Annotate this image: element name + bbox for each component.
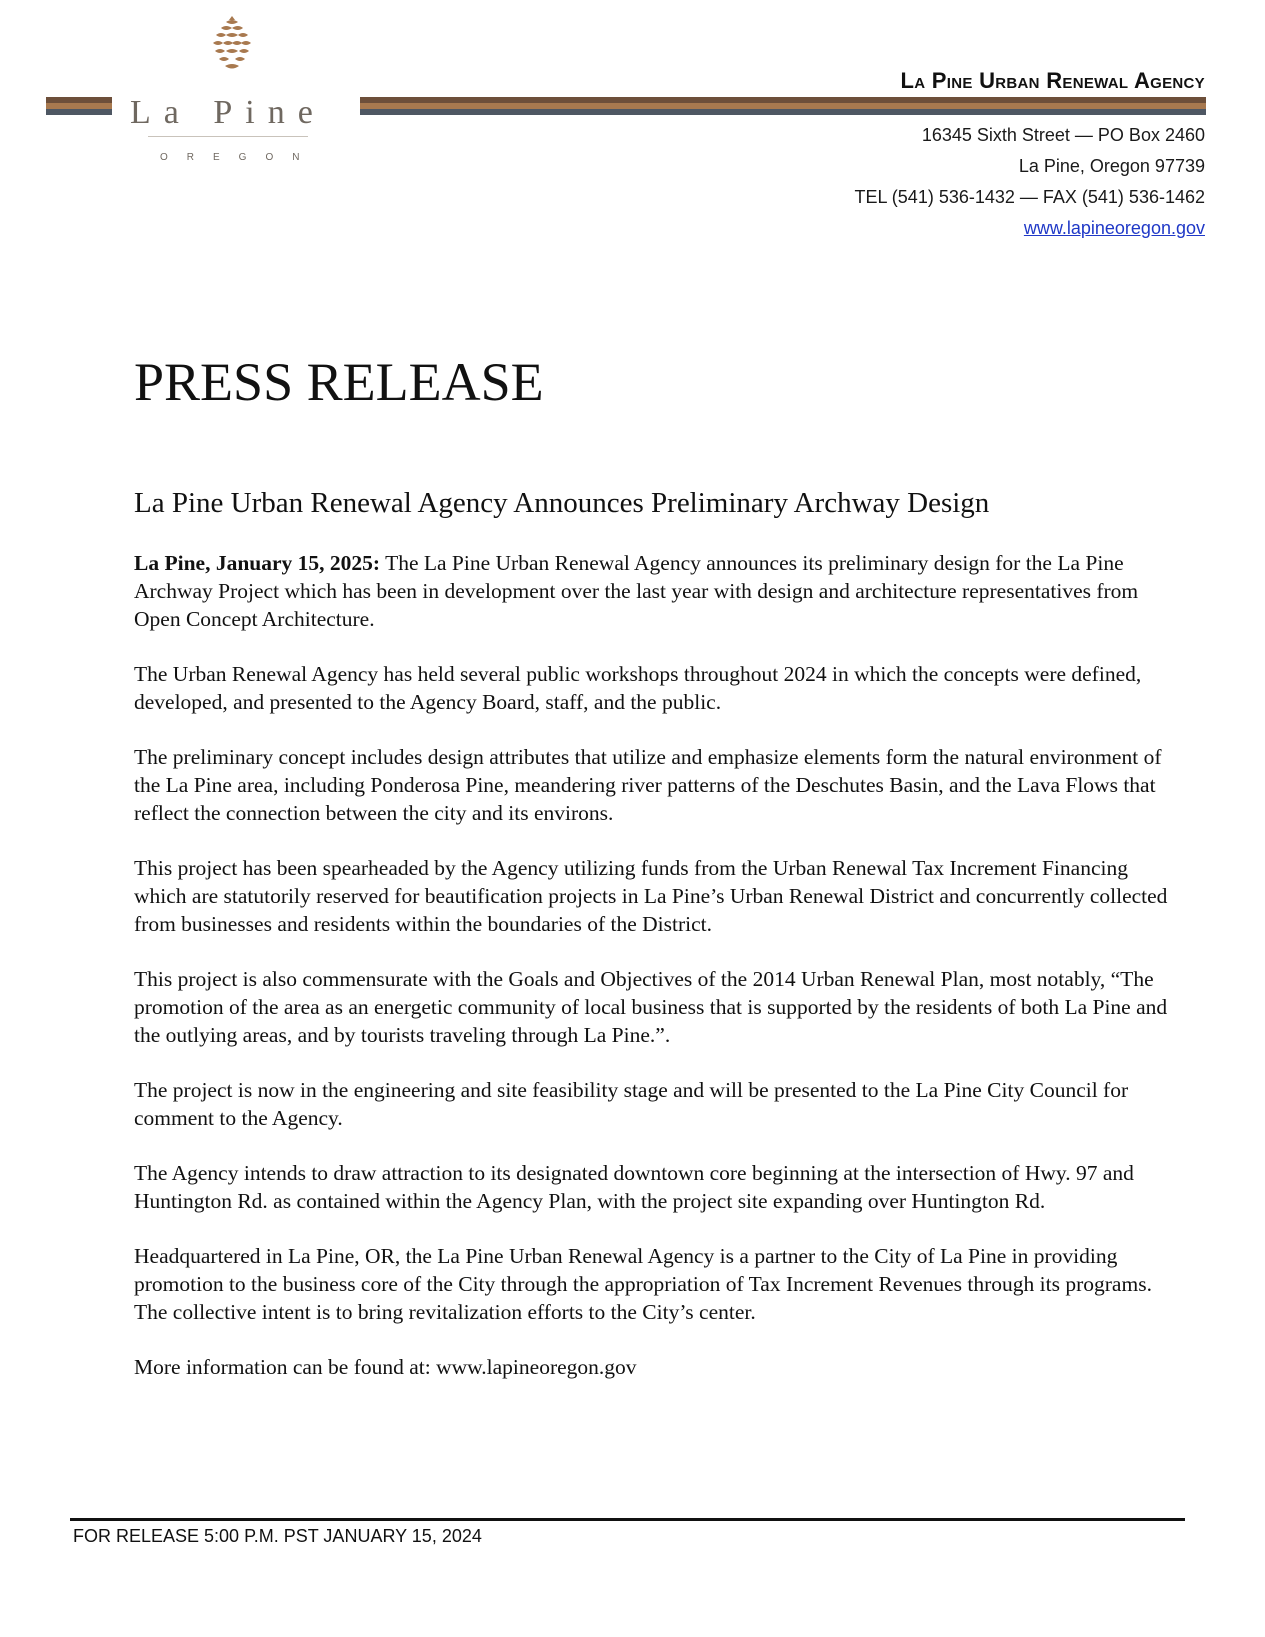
more-info-paragraph: More information can be found at: www.lapineoregon.gov xyxy=(134,1355,637,1379)
address-line-2: La Pine, Oregon 97739 xyxy=(1018,156,1205,176)
dateline: La Pine, January 15, 2025: xyxy=(134,551,381,575)
body-paragraph: The Agency intends to draw attraction to its designated downtown core beginning at the intersection of Hwy. 97 and Huntington Rd. as contained within the Agency Plan, with the project site expanding over Huntington Rd. xyxy=(134,1161,1134,1213)
lead-text: The La Pine Urban Renewal Agency announces its preliminary design for the La Pine Archway Project which has been in development over the last year with design and architecture representatives from Open Concept Architecture. xyxy=(134,551,1139,631)
la-pine-logo xyxy=(108,12,354,172)
body-paragraph: Headquartered in La Pine, OR, the La Pine Urban Renewal Agency is a partner to the City of La Pine in providing promotion to the business core of the City through the appropriation of Tax Increment Revenues through its programs. The collective intent is to bring revitalization efforts to the City’s center. xyxy=(134,1244,1152,1324)
lead-paragraph xyxy=(134,549,1179,633)
logo-wordmark: La Pine xyxy=(130,94,326,131)
pinecone-icon xyxy=(204,14,260,76)
release-body xyxy=(134,549,1179,1408)
footer-divider xyxy=(70,1518,1185,1521)
body-paragraph: The preliminary concept includes design attributes that utilize and emphasize elements form the natural environment of the La Pine area, including Ponderosa Pine, meandering river patterns of the Deschutes Basin, and the Lava Flows that reflect the connection between the city and its environs. xyxy=(134,745,1162,825)
body-paragraph: This project is also commensurate with the Goals and Objectives of the 2014 Urban Renewal Plan, most notably, “The promotion of the area as an energetic community of local business that is supported by the residents of both La Pine and the outlying areas, and by tourists traveling through La Pine.”. xyxy=(134,967,1168,1047)
logo-subtitle: OREGON xyxy=(160,152,319,163)
release-note: FOR RELEASE 5:00 P.M. PST JANUARY 15, 2024 xyxy=(73,1526,482,1546)
body-paragraph: The Urban Renewal Agency has held several public workshops throughout 2024 in which the concepts were defined, developed, and presented to the Agency Board, staff, and the public. xyxy=(134,662,1142,714)
release-headline: La Pine Urban Renewal Agency Announces Preliminary Archway Design xyxy=(134,487,990,519)
contact-block xyxy=(854,120,1205,244)
address-line-1: 16345 Sixth Street — PO Box 2460 xyxy=(921,125,1205,145)
letterhead-band-left xyxy=(46,97,112,115)
website-link[interactable]: www.lapineoregon.gov xyxy=(1023,218,1205,238)
letterhead-band-right xyxy=(360,97,1206,115)
logo-divider xyxy=(148,136,308,137)
page-title: PRESS RELEASE xyxy=(134,352,544,412)
agency-title: La Pine Urban Renewal Agency xyxy=(900,68,1205,93)
phone-fax: TEL (541) 536-1432 — FAX (541) 536-1462 xyxy=(854,187,1205,207)
body-paragraph: The project is now in the engineering and site feasibility stage and will be presented to the La Pine City Council for comment to the Agency. xyxy=(134,1078,1129,1130)
body-paragraph: This project has been spearheaded by the Agency utilizing funds from the Urban Renewal Tax Increment Financing which are statutorily reserved for beautification projects in La Pine’s Urban Renewal District and concurrently collected from businesses and residents within the boundaries of the District. xyxy=(134,856,1168,936)
